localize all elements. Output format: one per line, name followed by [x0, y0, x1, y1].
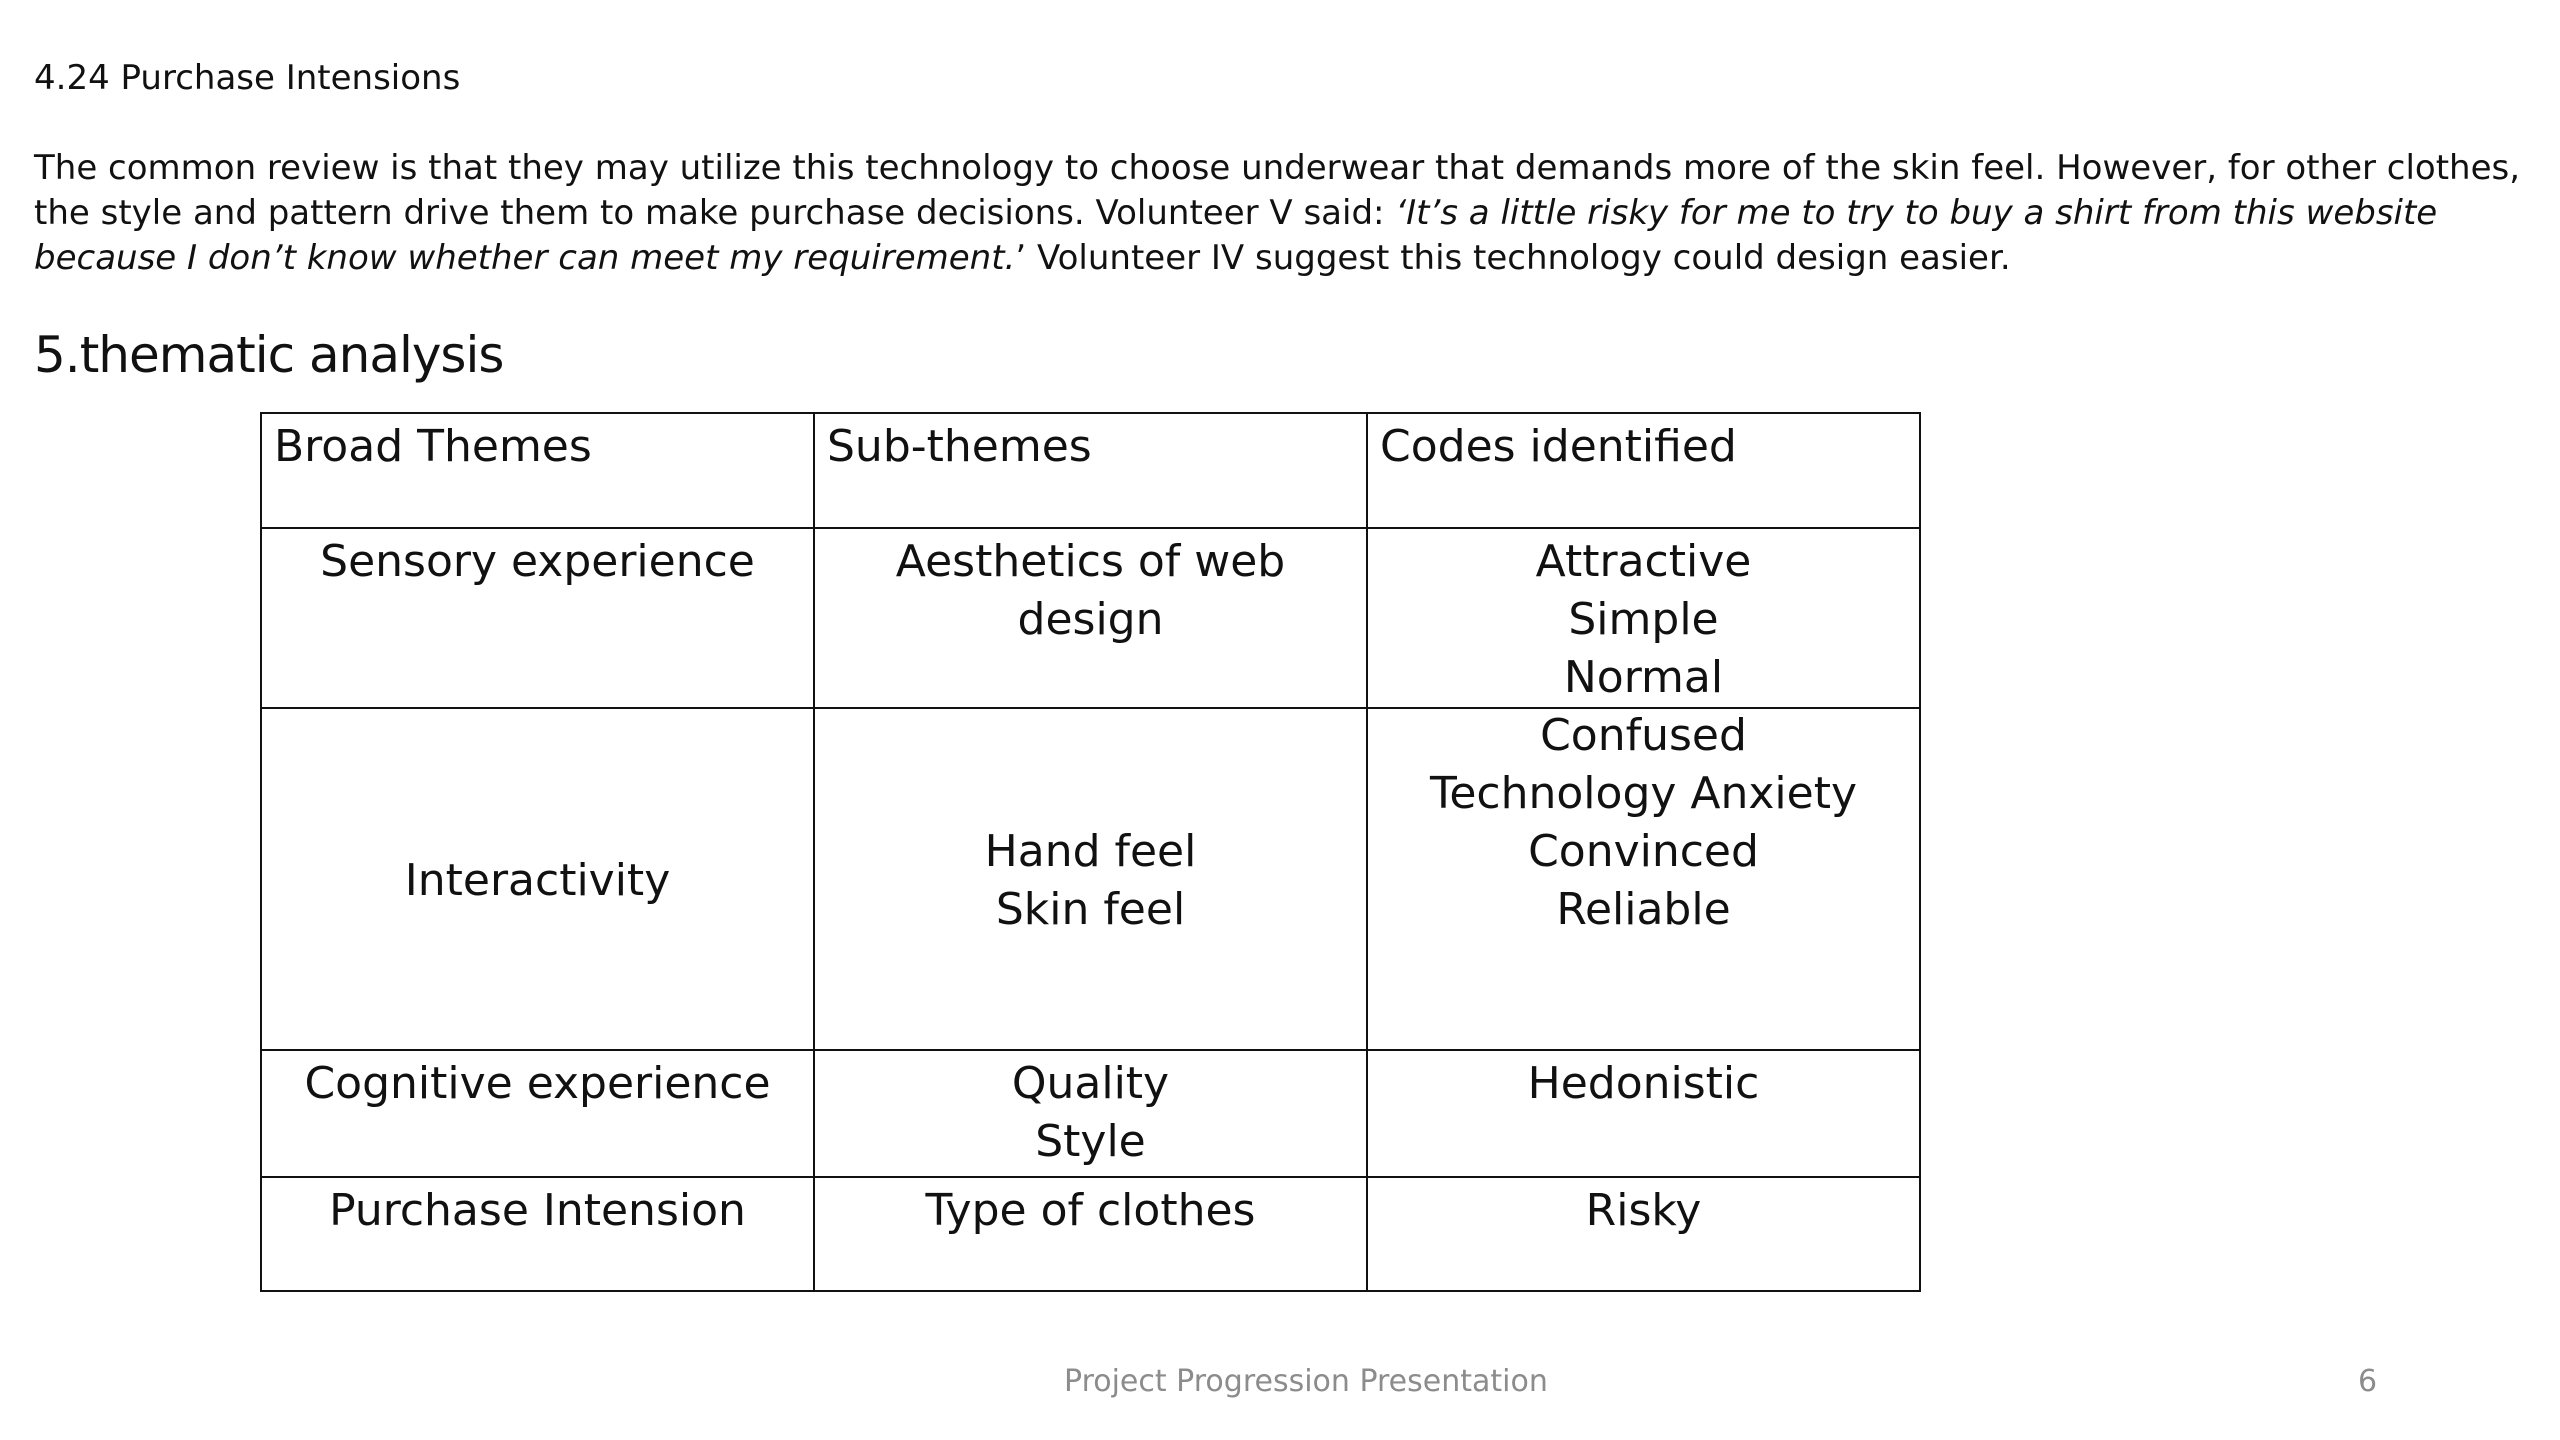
subtheme-cell: [814, 528, 1367, 708]
subtheme-label: Style: [1035, 1116, 1146, 1167]
header-sub-themes: Sub-themes: [814, 413, 1367, 528]
theme-label: Sensory experience: [320, 536, 755, 587]
code-label: Risky: [1585, 1185, 1702, 1236]
subtheme-label: Type of clothes: [925, 1185, 1256, 1236]
section-heading: 4.24 Purchase Intensions: [34, 58, 461, 98]
theme-label: Purchase Intension: [329, 1185, 746, 1236]
table-header-row: [261, 413, 1920, 528]
subtheme-label: Quality: [1011, 1058, 1170, 1109]
page-number: 6: [2358, 1364, 2378, 1399]
paragraph-tail: ’ Volunteer IV suggest this technology could design easier.: [1015, 238, 2011, 278]
table-row: [261, 708, 1920, 1050]
theme-cell: [261, 528, 814, 708]
subtheme-label: Hand feel: [984, 826, 1197, 877]
code-label: Hedonistic: [1527, 1058, 1760, 1109]
code-label: Simple: [1568, 594, 1719, 645]
code-label: Convinced: [1528, 826, 1759, 877]
header-broad-themes: Broad Themes: [261, 413, 814, 528]
subtheme-label: design: [1017, 594, 1164, 645]
paragraph-lead: The common review is that they may utilize this technology to choose underwear that demands more of the skin feel. However, for other clothes, the style and pattern drive them to make purchase decisions. Volunteer V said:: [34, 148, 2521, 233]
codes-cell: [1367, 1050, 1920, 1177]
analysis-title: 5.thematic analysis: [34, 326, 504, 384]
thematic-analysis-table: [260, 412, 1921, 1292]
code-label: Reliable: [1556, 884, 1731, 935]
codes-cell: [1367, 708, 1920, 1050]
subtheme-label: Aesthetics of web: [895, 536, 1286, 587]
theme-label: Interactivity: [404, 855, 671, 906]
theme-cell: [261, 708, 814, 1050]
codes-cell: [1367, 1177, 1920, 1291]
table-row: [261, 1050, 1920, 1177]
table-row: [261, 1177, 1920, 1291]
theme-label: Cognitive experience: [304, 1058, 771, 1109]
theme-cell: [261, 1177, 814, 1291]
code-label: Confused: [1540, 710, 1747, 761]
footer-title: Project Progression Presentation: [1064, 1364, 1548, 1399]
subtheme-cell: [814, 708, 1367, 1050]
subtheme-cell: [814, 1177, 1367, 1291]
code-label: Normal: [1563, 652, 1724, 703]
subtheme-cell: [814, 1050, 1367, 1177]
codes-cell: [1367, 528, 1920, 708]
subtheme-label: Skin feel: [995, 884, 1186, 935]
header-codes-identified: Codes identified: [1367, 413, 1920, 528]
volunteer-quote: ‘It’s a little risky for me to try to buy a shirt from this website because I don’t know whether can meet my requirement.: [34, 193, 2438, 278]
code-label: Attractive: [1535, 536, 1752, 587]
theme-cell: [261, 1050, 814, 1177]
table-row: [261, 528, 1920, 708]
code-label: Technology Anxiety: [1429, 768, 1858, 819]
body-paragraph: [34, 146, 2534, 281]
